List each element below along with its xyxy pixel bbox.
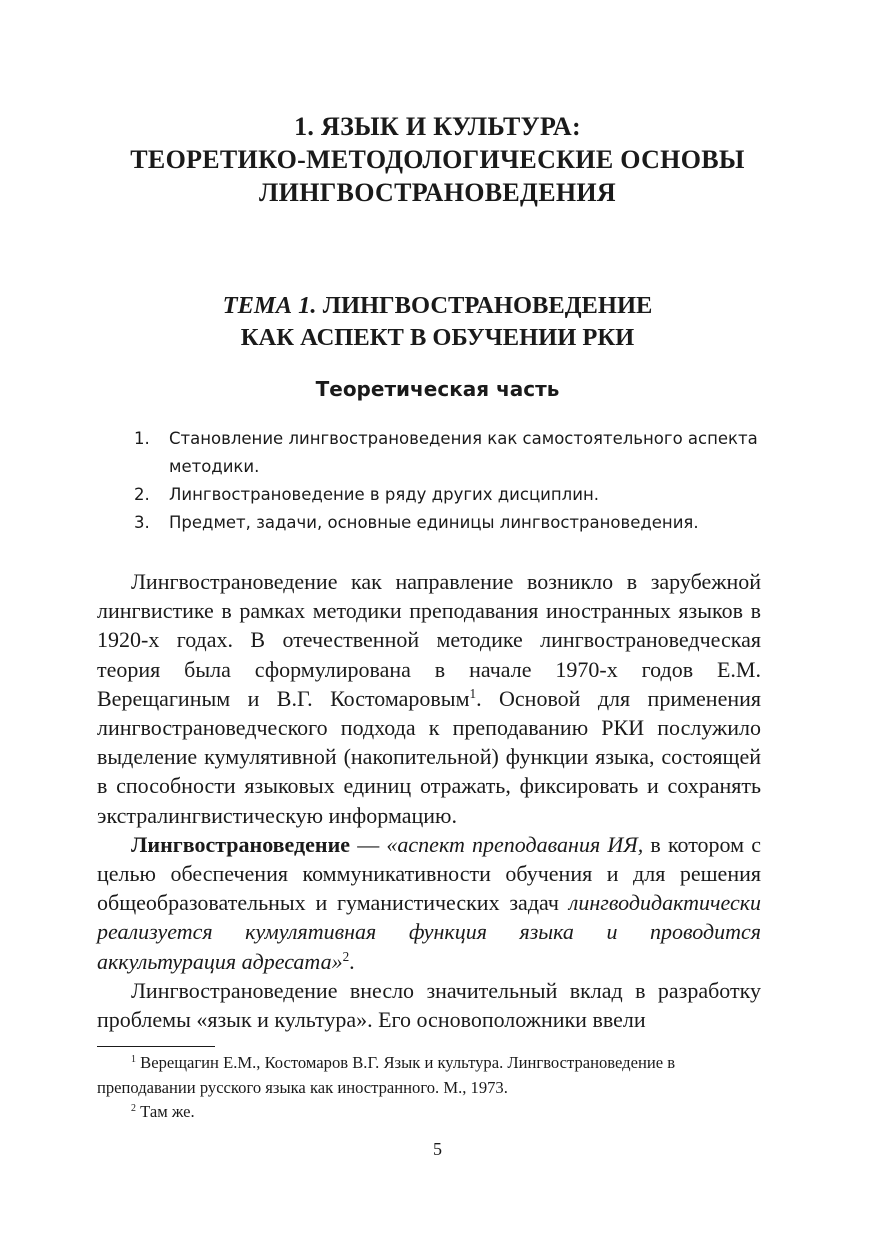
paragraph <box>97 830 761 976</box>
footnote-number: 2 <box>131 1103 136 1115</box>
topic-title-line-1 <box>60 290 815 322</box>
chapter-title-line: ТЕОРЕТИКО-МЕТОДОЛОГИЧЕСКИЕ ОСНОВЫ <box>130 145 745 174</box>
body-text <box>97 567 761 1034</box>
paragraph-text: . <box>349 948 355 974</box>
plan-item <box>132 509 772 537</box>
footnote-ref: 2 <box>342 948 350 964</box>
topic-title <box>60 290 815 354</box>
plan-item-text: Предмет, задачи, основные единицы лингвострановедения. <box>169 513 699 532</box>
paragraph-text: в котором с целью обеспечения коммуникативности обучения и для решения общеобразовательных и гуманистических задач <box>97 831 762 916</box>
chapter-title <box>60 110 815 209</box>
footnote <box>97 1100 761 1125</box>
footnotes <box>97 1051 761 1125</box>
definition-quote: лингводидактически реализуется кумулятивная функция языка и проводится аккультурация адресата» <box>97 890 761 974</box>
footnote-text: Там же. <box>135 1102 195 1121</box>
paragraph <box>97 567 761 830</box>
footnote-ref: 1 <box>469 685 477 701</box>
footnote <box>97 1051 761 1100</box>
footnote-number: 1 <box>131 1054 136 1066</box>
footnote-text: Верещагин Е.М., Костомаров В.Г. Язык и культура. Лингвострановедение в преподавании русского языка как иностранного. М., 1973. <box>97 1053 676 1097</box>
paragraph-text: — <box>350 831 387 857</box>
footnote-divider <box>97 1046 215 1047</box>
plan-item <box>132 425 772 481</box>
topic-plan-list <box>132 425 772 537</box>
topic-label: ТЕМА 1. <box>222 292 317 319</box>
plan-item-text: Становление лингвострановедения как самостоятельного аспекта методики. <box>169 429 758 476</box>
chapter-title-line: ЛИНГВОСТРАНОВЕДЕНИЯ <box>259 178 616 207</box>
plan-item-number: 1. <box>134 429 150 448</box>
topic-title-text: ЛИНГВОСТРАНОВЕДЕНИЕ <box>322 292 653 319</box>
plan-item-number: 3. <box>134 513 150 532</box>
paragraph-text: Лингвострановедение внесло значительный вклад в разработку проблемы «язык и культура». Его основоположники ввели <box>97 977 761 1033</box>
section-title: Теоретическая часть <box>315 377 560 401</box>
plan-item <box>132 481 772 509</box>
definition-quote: «аспект преподавания ИЯ, <box>386 831 644 857</box>
paragraph-text: Лингвострановедение как направление возникло в зарубежной лингвистике в рамках методики преподавания иностранных языков в 1920-х годах. В отечественной методике лингвострановедческая теория была сформулирована в начале 1970-х годов Е.М. Верещагиным и В.Г. Костомаровым <box>97 569 761 711</box>
paragraph-text: . Основой для применения лингвострановедческого подхода к преподаванию РКИ послужило выделение кумулятивной (накопительной) функции языка, состоящей в способности языковых единиц отражать, фиксировать и сохранять экстралингвистическую информацию. <box>97 685 761 828</box>
chapter-title-line: 1. ЯЗЫК И КУЛЬТУРА: <box>294 112 581 141</box>
definition-term: Лингвострановедение <box>131 831 351 857</box>
plan-item-number: 2. <box>134 485 150 504</box>
page-number: 5 <box>433 1139 442 1159</box>
plan-item-text: Лингвострановедение в ряду других дисциплин. <box>169 485 599 504</box>
topic-title-line-2: КАК АСПЕКТ В ОБУЧЕНИИ РКИ <box>240 324 635 351</box>
paragraph <box>97 976 761 1034</box>
